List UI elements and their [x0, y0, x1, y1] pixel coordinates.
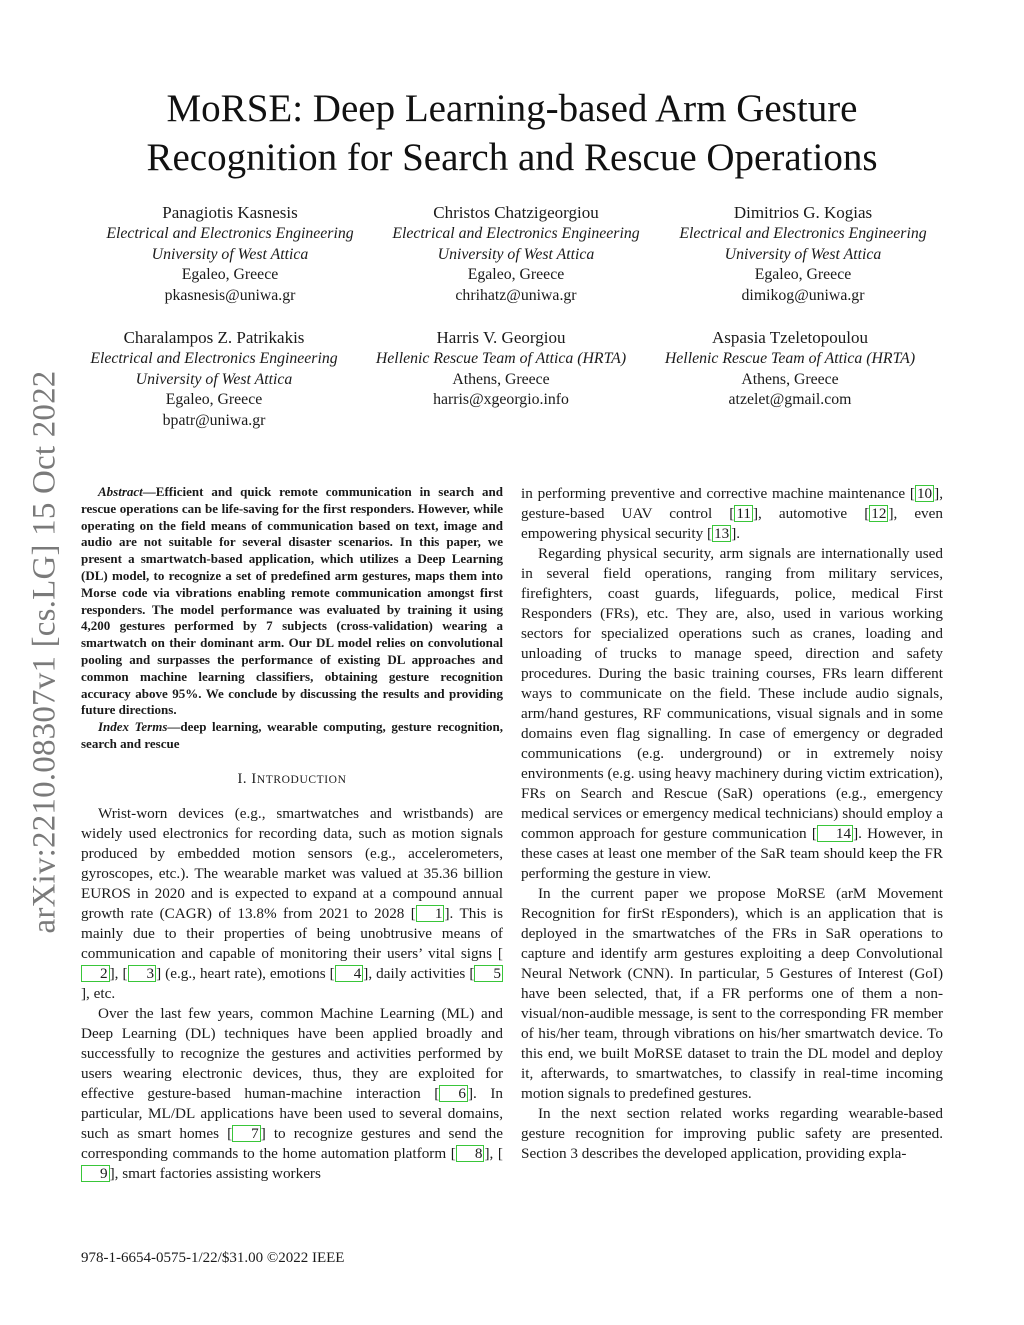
author-email[interactable]: dimikog@uniwa.gr — [741, 286, 865, 304]
index-terms-text: —deep learning, wearable computing, gesture recognition, search and rescue — [81, 719, 503, 751]
citation-link[interactable]: 14 — [817, 825, 853, 842]
author-university: University of West Attica — [724, 245, 882, 263]
abstract-label: Abstract — [98, 484, 143, 499]
section-title-rest: NTRODUCTION — [256, 773, 347, 786]
section-heading-introduction — [81, 769, 503, 790]
author-name: Christos Chatzigeorgiou — [433, 203, 599, 222]
citation-link[interactable]: 8 — [456, 1145, 485, 1162]
author-email[interactable]: chrihatz@uniwa.gr — [455, 286, 577, 304]
author-block — [64, 327, 364, 431]
paragraph: In the current paper we propose MoRSE (arM Movement Recognition for firSt rEsponders), which is an application that is deployed in the smartwatches of the FRs in SaR operations to capture and identify arm gestures exploiting a deep Convolutional Neural Network (CNN). In particular, 5 Gestures of Interest (GoI) have been selected, that, if a FR performs one of them a non-visual/non-audible message, is sent to the corresponding FR member of his/her team, through vibrations on his/her smartwatch device. To this end, we built MoRSE dataset to train the DL model and deploy it, afterwards, to smartwatches, to classify in real-time incoming motion signals to predefined gestures. — [521, 885, 943, 1102]
abstract-text: —Efficient and quick remote communication in search and rescue operations can be life-saving for the first responders. However, while operating on the field means of communication based on text, image and audio are not suitable for several disaster scenarios. In this paper, we present a smartwatch-based application, which utilizes a Deep Learning (DL) model, to recognize a set of predefined arm gestures, maps them into Morse code via vibrations enabling remote communication amongst first responders. The model performance was evaluated by training it using 4,200 gestures performed by 7 subjects (cross-validation) wearing a smartwatch on their dominant arm. Our DL model relies on convolutional pooling and surpasses the performance of existing DL approaches and common machine learning classifiers, obtaining gesture recognition accuracy above 95%. We conclude by discussing the results and providing future directions. — [81, 484, 503, 718]
author-block — [653, 202, 953, 306]
author-email[interactable]: atzelet@gmail.com — [728, 391, 852, 409]
author-block — [351, 327, 651, 411]
citation-link[interactable]: 9 — [81, 1165, 110, 1182]
citation-link[interactable]: 4 — [335, 965, 364, 982]
title-line-1: MoRSE: Deep Learning-based Arm Gesture — [166, 87, 858, 130]
author-name: Panagiotis Kasnesis — [162, 203, 298, 222]
author-block — [640, 327, 940, 411]
citation-link[interactable]: 12 — [871, 505, 887, 522]
citation-link[interactable]: 10 — [916, 485, 933, 502]
citation-link[interactable]: 3 — [128, 965, 157, 982]
arxiv-stamp — [20, 352, 70, 952]
author-affiliation: Electrical and Electronics Engineering — [392, 225, 640, 242]
paragraph: Wrist-worn devices (e.g., smartwatches and wristbands) are widely used electronics for recording data, such as motion signals produced by embedded motion sensors (e.g., accelerometers, gyroscopes, etc.). The wearable market was valued at 35.36 billion EUROS in 2020 and is expected to expand at a compound annual growth rate (CAGR) of 13.8% from 2021 to 2028 [ 1 ]. This is mainly due to their properties of being unobtrusive means of communication and capable of monitoring their users’ vital signs [2 ], [ 3 ] (e.g., heart rate), emotions [ 4 ], daily activities [ 5], etc. — [81, 804, 503, 1002]
author-email[interactable]: bpatr@uniwa.gr — [162, 411, 266, 429]
citation-link[interactable]: 2 — [81, 965, 110, 982]
paragraph: Over the last few years, common Machine Learning (ML) and Deep Learning (DL) techniques have been applied broadly and successfully to recognize the gestures and activities performed by users wearing electronic devices, thus, they are exploited for effective gesture-based human-machine interaction [ 6 ]. In particular, ML/DL applications have been used to several domains, such as smart homes [ 7 ] to recognize gestures and send the corresponding commands to the home automation platform [ 8 ], [9 ], smart factories assisting workers — [81, 1004, 503, 1182]
arxiv-identifier[interactable]: arXiv:2210.08307v1 [cs.LG] 15 Oct 2022 — [26, 370, 63, 934]
section-numeral: I. — [237, 770, 252, 787]
author-affiliation: Hellenic Rescue Team of Attica (HRTA) — [375, 350, 627, 367]
author-affiliation: Electrical and Electronics Engineering — [106, 225, 354, 242]
citation-link[interactable]: 6 — [439, 1085, 468, 1102]
citation-link[interactable]: 7 — [232, 1125, 261, 1142]
author-university: University of West Attica — [135, 370, 293, 388]
author-email[interactable]: pkasnesis@uniwa.gr — [164, 286, 296, 304]
author-location: Egaleo, Greece — [754, 266, 852, 284]
paper-title — [80, 84, 944, 182]
author-affiliation: Hellenic Rescue Team of Attica (HRTA) — [664, 350, 916, 367]
right-column — [521, 484, 943, 1164]
index-terms — [81, 719, 503, 753]
author-affiliation: Electrical and Electronics Engineering — [90, 350, 338, 367]
paragraph: in performing preventive and corrective machine maintenance [ 10 ], gesture-based UAV control [ 11 ], automotive [ 12 ], even empowering physical security [ 13 ]. — [521, 485, 943, 542]
citation-link[interactable]: 11 — [736, 505, 751, 522]
author-university: University of West Attica — [151, 245, 309, 263]
footer-copyright: 978-1-6654-0575-1/22/$31.00 ©2022 IEEE — [81, 1250, 345, 1266]
author-block — [80, 202, 380, 306]
author-block — [366, 202, 666, 306]
author-affiliation: Electrical and Electronics Engineering — [679, 225, 927, 242]
abstract — [81, 484, 503, 719]
left-column — [81, 484, 503, 1184]
author-location: Egaleo, Greece — [165, 391, 263, 409]
citation-link[interactable]: 5 — [474, 965, 503, 982]
paragraph: In the next section related works regarding wearable-based gesture recognition for improving public safety are presented. Section 3 describes the developed application, providing expla- — [521, 1105, 943, 1162]
author-name: Harris V. Georgiou — [436, 328, 566, 347]
index-terms-label: Index Terms — [98, 719, 168, 735]
author-email[interactable]: harris@xgeorgio.info — [433, 391, 569, 409]
author-university: University of West Attica — [437, 245, 595, 263]
author-location: Egaleo, Greece — [467, 266, 565, 284]
paragraph: Regarding physical security, arm signals are internationally used in several field operations, ranging from military services, firefighters, coast guards, lifeguards, police, medical First Responders (FRs), etc. They are, also, used in various working sectors for specialized operations such as cranes, loading and unloading of trucks to manage speed, direction and safety procedures. During the basic training courses, FRs learn different ways to communicate on the field. These include audio signals, arm/hand gestures, RF communications, visual signals and in some domains even flag signalling. In case of emergency or degraded communications (e.g. underground) or in extremely noisy environments (e.g. using heavy machinery during victim extrication), FRs on Search and Rescue (SaR) operations (e.g., emergency medical services or emergency medical technicians) should employ a common approach for gesture communication [ 14 ]. However, in these cases at least one member of the SaR team should keep the FR performing the gesture in view. — [521, 545, 943, 882]
author-name: Aspasia Tzeletopoulou — [712, 328, 868, 347]
author-name: Dimitrios G. Kogias — [733, 203, 873, 222]
title-line-2: Recognition for Search and Rescue Operations — [146, 136, 878, 179]
section-initial: I — [251, 770, 257, 787]
citation-link[interactable]: 13 — [714, 525, 730, 542]
author-name: Charalampos Z. Patrikakis — [123, 328, 305, 347]
author-location: Athens, Greece — [452, 370, 550, 388]
author-location: Egaleo, Greece — [181, 266, 279, 284]
citation-link[interactable]: 1 — [416, 905, 445, 922]
author-location: Athens, Greece — [741, 370, 839, 388]
